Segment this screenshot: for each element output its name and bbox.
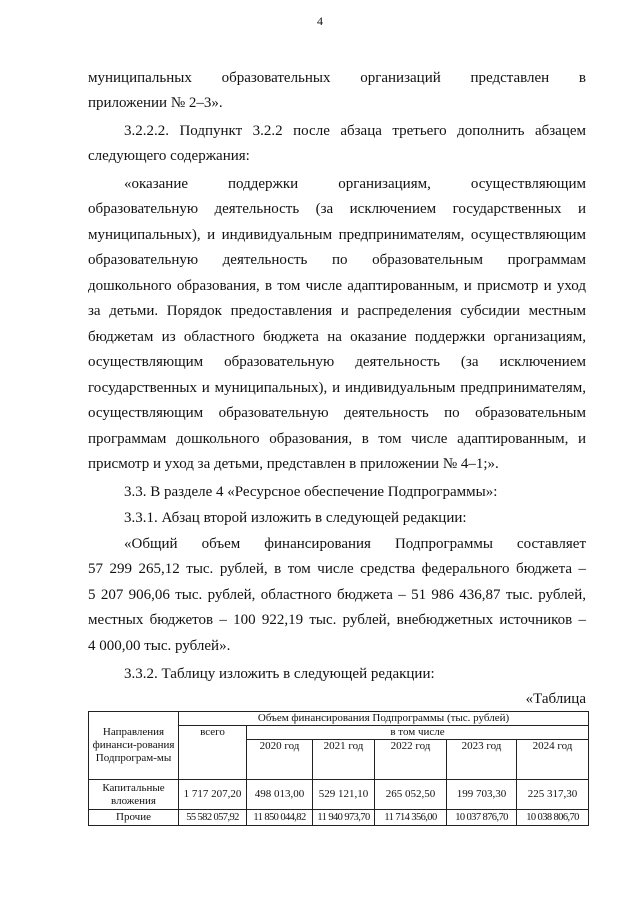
- text-line: государственных и муниципальных), и индивидуальным предпринимателям,: [88, 380, 586, 396]
- text-line: 3.3.1. Абзац второй изложить в следующей редакции:: [124, 510, 467, 526]
- text-line: 3.2.2.2. Подпункт 3.2.2 после абзаца третьего дополнить абзацем: [124, 123, 586, 139]
- text-line: местных бюджетов – 100 922,19 тыс. рублей, внебюджетных источников –: [88, 612, 586, 628]
- text-line: 5 207 906,06 тыс. рублей, областного бюджета – 51 986 436,87 тыс. рублей,: [88, 587, 586, 603]
- cell-total: 1 717 207,20: [179, 780, 247, 810]
- cell-value: 529 121,10: [313, 780, 375, 810]
- text-line: образовательную деятельность (за исключением государственных и: [88, 201, 586, 217]
- year-header: 2021 год: [313, 740, 375, 780]
- text-line: программам дошкольного образования, в том числе адаптированным, и: [88, 431, 586, 447]
- cell-value: 199 703,30: [447, 780, 517, 810]
- text-line: присмотр и уход за детьми, представлен в приложении № 4–1;».: [88, 456, 499, 472]
- text-line: «Общий объем финансирования Подпрограммы составляет: [124, 536, 586, 552]
- text-line: 57 299 265,12 тыс. рублей, в том числе средства федерального бюджета –: [88, 561, 586, 577]
- cell-value: 498 013,00: [247, 780, 313, 810]
- page-number: 4: [317, 14, 323, 28]
- table-row: [89, 780, 589, 810]
- text-line: осуществляющим образовательную деятельность (за исключением: [88, 354, 586, 370]
- year-header: 2024 год: [517, 740, 589, 780]
- text-line: «оказание поддержки организациям, осуществляющим: [124, 176, 586, 192]
- total-header: всего: [179, 726, 247, 780]
- cell-value: 265 052,50: [375, 780, 447, 810]
- text-line: дошкольного образования, в том числе адаптированным, и присмотр и уход: [88, 278, 586, 294]
- year-header: 2022 год: [375, 740, 447, 780]
- text-line: приложении № 2–3».: [88, 95, 223, 111]
- text-line: 4 000,00 тыс. рублей».: [88, 638, 231, 654]
- group-header: Объем финансирования Подпрограммы (тыс. рублей): [179, 712, 589, 726]
- financing-table: [88, 711, 589, 826]
- text-line: следующего содержания:: [88, 148, 250, 164]
- text-line: 3.3.2. Таблицу изложить в следующей редакции:: [124, 666, 435, 682]
- text-line: муниципальных образовательных организаций представлен в: [88, 70, 586, 86]
- row-name: Капитальные вложения: [89, 780, 179, 810]
- direction-header: Направления финанси-рования Подпрограм-мы: [89, 712, 179, 780]
- text-line: бюджетам из областного бюджета на оказание поддержки организациям,: [88, 329, 586, 345]
- year-header: 2020 год: [247, 740, 313, 780]
- cell-value: 11 940 973,70: [313, 810, 375, 826]
- including-header: в том числе: [247, 726, 589, 740]
- cell-value: 11 850 044,82: [247, 810, 313, 826]
- cell-value: 10 038 806,70: [517, 810, 589, 826]
- text-line: осуществляющим образовательную деятельность по образовательным: [88, 405, 586, 421]
- row-name: Прочие: [89, 810, 179, 826]
- year-header: 2023 год: [447, 740, 517, 780]
- text-line: за детьми. Порядок предоставления и распределения субсидии местным: [88, 303, 586, 319]
- cell-total: 55 582 057,92: [179, 810, 247, 826]
- text-line: образовательную деятельность по образовательным программам: [88, 252, 586, 268]
- cell-value: 225 317,30: [517, 780, 589, 810]
- table-caption: «Таблица: [525, 691, 586, 707]
- text-line: муниципальных), и индивидуальным предпринимателям, осуществляющим: [88, 227, 586, 243]
- cell-value: 10 037 876,70: [447, 810, 517, 826]
- cell-value: 11 714 356,00: [375, 810, 447, 826]
- table-row: [89, 810, 589, 826]
- text-line: 3.3. В разделе 4 «Ресурсное обеспечение Подпрограммы»:: [124, 484, 498, 500]
